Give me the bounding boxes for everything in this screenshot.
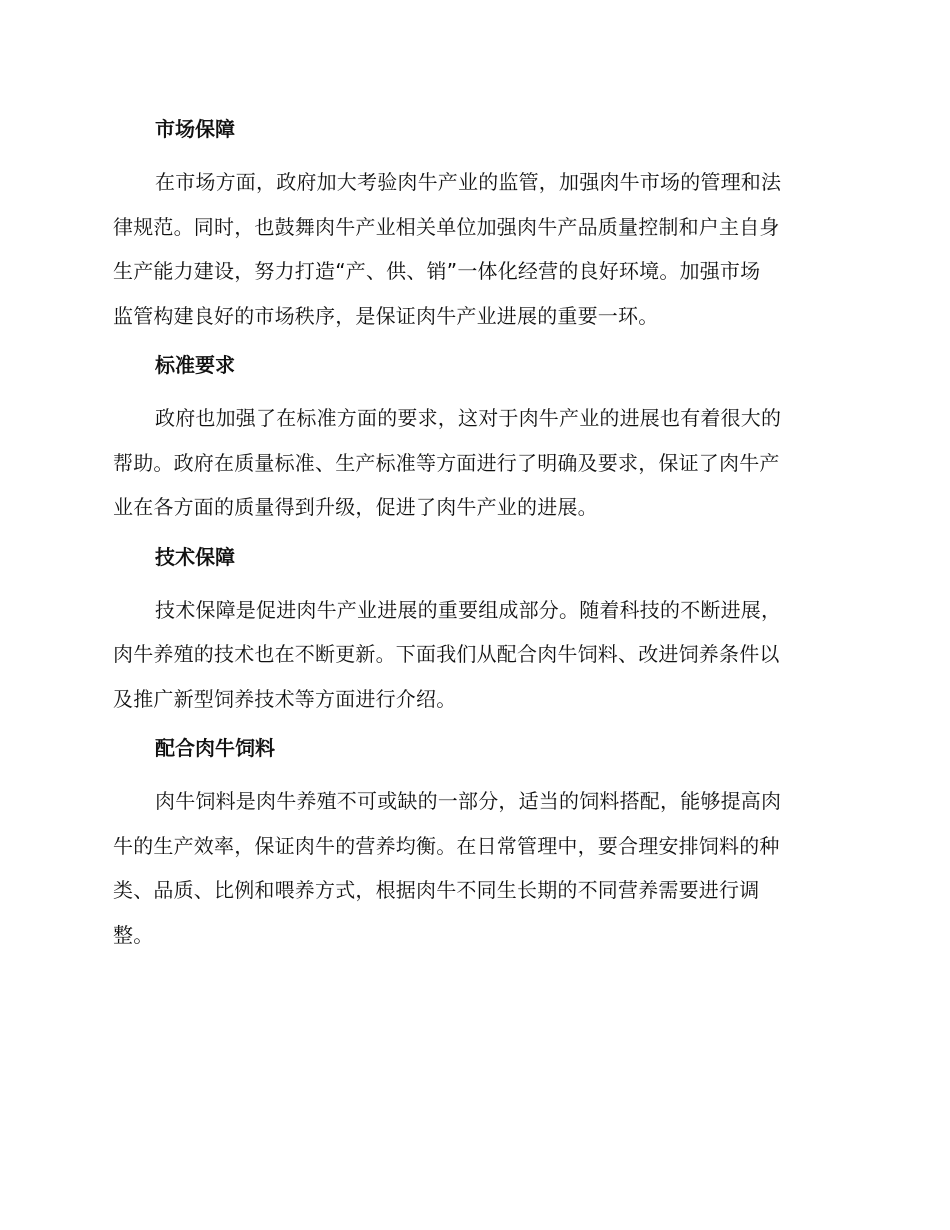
- section-paragraph: [113, 160, 833, 338]
- paragraph-line: 律规范。同时，也鼓舞肉牛产业相关单位加强肉牛产品质量控制和户主自身: [113, 214, 780, 239]
- document-page: [113, 112, 833, 967]
- paragraph-line: 政府也加强了在标准方面的要求，这对于肉牛产业的进展也有着很大的: [155, 406, 782, 430]
- paragraph-line: 牛的生产效率，保证肉牛的营养均衡。在日常管理中，要合理安排饲料的种: [113, 833, 780, 858]
- section-heading: 配合肉牛饲料: [155, 736, 275, 760]
- paragraph-line: 及推广新型饲养技术等方面进行介绍。: [113, 686, 457, 711]
- paragraph-line: 在市场方面，政府加大考验肉牛产业的监管，加强肉牛市场的管理和法: [155, 170, 782, 194]
- paragraph-line: 整。: [113, 922, 154, 947]
- section-paragraph: [113, 779, 833, 957]
- section-heading: 标准要求: [155, 353, 235, 377]
- paragraph-line: 监管构建良好的市场秩序，是保证肉牛产业进展的重要一环。: [113, 303, 659, 328]
- paragraph-line: 技术保障是促进肉牛产业进展的重要组成部分。随着科技的不断进展，: [155, 597, 782, 622]
- section-tech: [113, 540, 833, 722]
- paragraph-line: 帮助。政府在质量标准、生产标准等方面进行了明确及要求，保证了肉牛产: [113, 450, 780, 475]
- section-market: [113, 112, 833, 338]
- section-heading: 技术保障: [155, 544, 235, 569]
- section-feed: [113, 731, 833, 957]
- section-heading: 市场保障: [155, 117, 235, 141]
- paragraph-line: 生产能力建设，努力打造“产、供、销”一体化经营的良好环境。加强市场: [113, 259, 761, 283]
- section-paragraph: [113, 396, 833, 530]
- paragraph-line: 肉牛养殖的技术也在不断更新。下面我们从配合肉牛饲料、改进饲养条件以: [113, 642, 780, 666]
- section-standards: [113, 348, 833, 530]
- paragraph-line: 业在各方面的质量得到升级，促进了肉牛产业的进展。: [113, 495, 598, 519]
- paragraph-line: 肉牛饲料是肉牛养殖不可或缺的一部分，适当的饲料搭配，能够提高肉: [155, 789, 782, 813]
- paragraph-line: 类、品质、比例和喂养方式，根据肉牛不同生长期的不同营养需要进行调: [113, 878, 760, 902]
- section-paragraph: [113, 588, 833, 722]
